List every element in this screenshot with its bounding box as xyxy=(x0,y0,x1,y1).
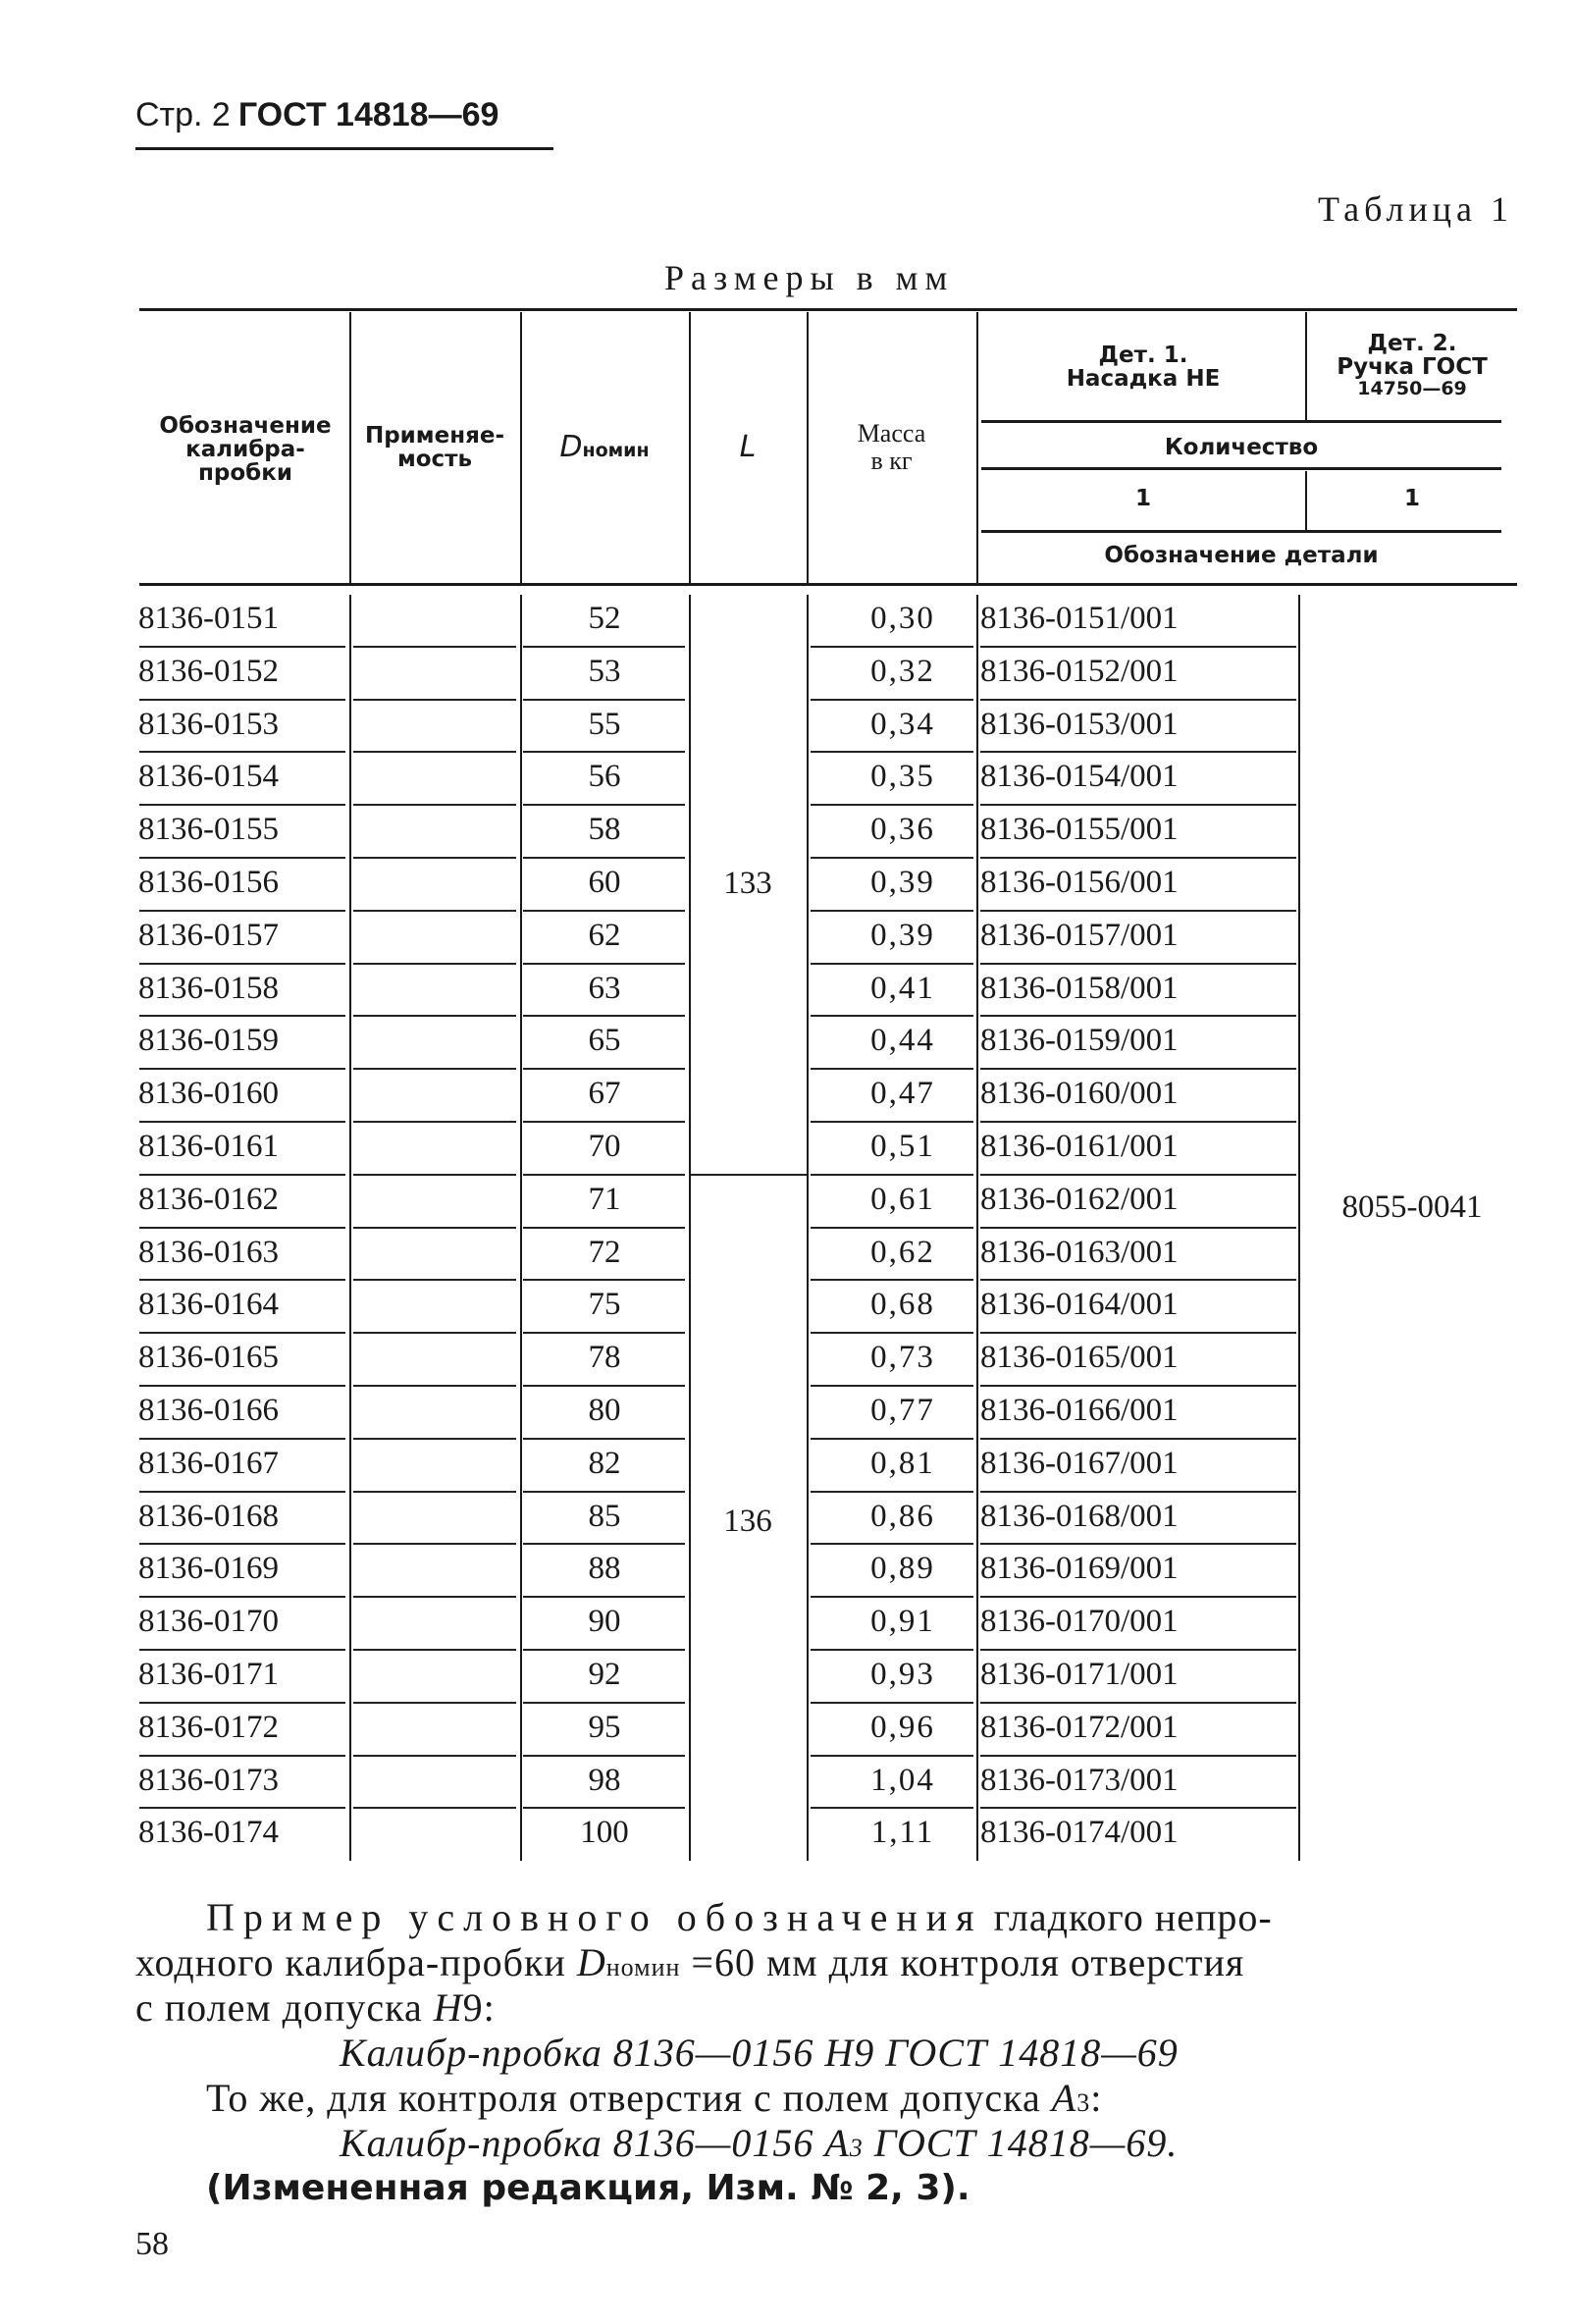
row-divider xyxy=(811,1649,973,1651)
row-divider xyxy=(811,1491,973,1493)
row-divider xyxy=(523,1649,685,1651)
row-divider xyxy=(811,1174,973,1176)
row-part-number: 8136-0151/001 xyxy=(980,601,1179,636)
row-d-nominal: 72 xyxy=(588,1235,621,1270)
col-d-nominal-header xyxy=(520,432,689,466)
example-line-1 xyxy=(206,1894,1273,1941)
row-divider xyxy=(139,1491,345,1493)
row-divider xyxy=(523,804,685,806)
tolerance-symbol: А xyxy=(1051,2076,1077,2120)
row-divider xyxy=(811,1385,973,1387)
row-divider xyxy=(980,910,1296,912)
header-line: в кг xyxy=(870,447,913,475)
col-length-header: L xyxy=(739,430,757,464)
row-d-nominal: 98 xyxy=(588,1763,621,1798)
header-line: 14750—69 xyxy=(1357,378,1467,399)
row-d-nominal: 63 xyxy=(588,971,621,1006)
row-code: 8136-0171 xyxy=(138,1657,279,1692)
row-divider xyxy=(523,1385,685,1387)
row-mass: 0,36 xyxy=(870,812,935,847)
row-d-nominal: 75 xyxy=(588,1287,621,1322)
row-d-nominal: 88 xyxy=(588,1551,621,1586)
row-divider xyxy=(353,1015,516,1017)
row-divider xyxy=(811,1121,973,1123)
row-mass: 0,89 xyxy=(870,1551,935,1586)
row-d-nominal: 58 xyxy=(588,812,621,847)
row-mass: 0,44 xyxy=(870,1023,935,1058)
page-number: 58 xyxy=(135,2226,169,2262)
row-divider xyxy=(811,804,973,806)
text-fragment: с полем допуска xyxy=(135,1985,434,2030)
row-divider xyxy=(139,1649,345,1651)
row-divider xyxy=(353,1438,516,1440)
row-divider xyxy=(353,1385,516,1387)
row-divider xyxy=(353,1543,516,1545)
row-divider xyxy=(353,1807,516,1809)
row-divider xyxy=(811,1279,973,1281)
row-divider xyxy=(980,1755,1296,1757)
row-divider xyxy=(811,1015,973,1017)
row-divider xyxy=(139,1121,345,1123)
row-d-nominal: 52 xyxy=(588,601,621,636)
row-divider xyxy=(353,646,516,648)
row-divider xyxy=(139,1015,345,1017)
row-code: 8136-0161 xyxy=(138,1129,279,1164)
quantity-header: Количество xyxy=(1164,435,1319,460)
row-mass: 0,96 xyxy=(870,1710,935,1745)
row-divider xyxy=(353,963,516,965)
row-code: 8136-0164 xyxy=(138,1287,279,1322)
text-fragment: : xyxy=(1090,2076,1103,2120)
row-divider xyxy=(980,1332,1296,1334)
l-value-136: 136 xyxy=(723,1504,772,1539)
tolerance-symbol: H xyxy=(433,1985,463,2030)
row-divider xyxy=(980,1227,1296,1229)
row-divider xyxy=(980,1068,1296,1070)
row-divider xyxy=(139,1068,345,1070)
row-divider xyxy=(811,1227,973,1229)
header-line: Насадка НЕ xyxy=(1066,366,1221,392)
col-designation-header xyxy=(147,414,343,485)
row-divider xyxy=(811,1596,973,1598)
row-part-number: 8136-0154/001 xyxy=(980,759,1179,794)
row-d-nominal: 67 xyxy=(588,1076,621,1111)
qty-det1: 1 xyxy=(1134,486,1151,511)
header-line: Применяе- xyxy=(364,423,505,449)
header-divider xyxy=(976,312,978,583)
row-divider xyxy=(980,1121,1296,1123)
header-line: Дет. 1. xyxy=(1098,343,1188,368)
l-value-133: 133 xyxy=(723,866,772,901)
row-mass: 0,91 xyxy=(870,1604,935,1639)
row-mass: 0,77 xyxy=(870,1393,935,1428)
row-divider xyxy=(980,751,1296,753)
row-divider xyxy=(139,857,345,859)
row-part-number: 8136-0173/001 xyxy=(980,1763,1179,1798)
row-divider xyxy=(139,1702,345,1704)
row-divider xyxy=(139,751,345,753)
row-code: 8136-0168 xyxy=(138,1499,279,1534)
row-part-number: 8136-0161/001 xyxy=(980,1129,1179,1164)
header-line: Дет. 2. xyxy=(1367,331,1457,356)
row-divider xyxy=(980,1385,1296,1387)
row-divider xyxy=(523,1596,685,1598)
row-code: 8136-0167 xyxy=(138,1446,279,1481)
row-code: 8136-0169 xyxy=(138,1551,279,1586)
row-divider xyxy=(139,1174,345,1176)
row-divider xyxy=(523,1807,685,1809)
page-header xyxy=(135,96,498,134)
row-divider xyxy=(353,1755,516,1757)
row-divider xyxy=(353,1596,516,1598)
row-part-number: 8136-0152/001 xyxy=(980,654,1179,689)
row-mass: 0,30 xyxy=(870,601,935,636)
row-code: 8136-0165 xyxy=(138,1340,279,1375)
header-bottom-rule xyxy=(139,583,1517,586)
row-part-number: 8136-0167/001 xyxy=(980,1446,1179,1481)
row-divider xyxy=(811,963,973,965)
row-divider xyxy=(139,963,345,965)
d-symbol: D xyxy=(576,1940,606,1984)
body-divider xyxy=(349,595,351,1861)
row-mass: 0,41 xyxy=(870,971,935,1006)
row-mass: 0,61 xyxy=(870,1182,935,1217)
row-divider xyxy=(139,1755,345,1757)
row-part-number: 8136-0156/001 xyxy=(980,865,1179,900)
row-mass: 0,32 xyxy=(870,654,935,689)
row-code: 8136-0172 xyxy=(138,1710,279,1745)
row-divider xyxy=(139,1332,345,1334)
row-divider xyxy=(139,1438,345,1440)
row-divider xyxy=(353,1649,516,1651)
row-part-number: 8136-0157/001 xyxy=(980,918,1179,953)
row-divider xyxy=(523,910,685,912)
row-divider xyxy=(139,1596,345,1598)
example-heading: Пример условного обозначения xyxy=(206,1895,983,1939)
row-divider xyxy=(811,751,973,753)
row-divider xyxy=(139,1279,345,1281)
row-divider xyxy=(980,1174,1296,1176)
row-divider xyxy=(811,1755,973,1757)
row-divider xyxy=(811,857,973,859)
body-divider xyxy=(976,595,978,1861)
amendment-note: (Измененная редакция, Изм. № 2, 3). xyxy=(206,2168,971,2208)
row-d-nominal: 56 xyxy=(588,759,621,794)
row-divider xyxy=(980,1807,1296,1809)
table-top-rule xyxy=(139,308,1517,311)
row-code: 8136-0160 xyxy=(138,1076,279,1111)
row-divider xyxy=(811,1332,973,1334)
l-group-separator xyxy=(691,1174,807,1176)
row-part-number: 8136-0165/001 xyxy=(980,1340,1179,1375)
row-code: 8136-0163 xyxy=(138,1235,279,1270)
row-d-nominal: 78 xyxy=(588,1340,621,1375)
row-divider xyxy=(811,1543,973,1545)
row-divider xyxy=(523,1227,685,1229)
row-d-nominal: 85 xyxy=(588,1499,621,1534)
row-part-number: 8136-0166/001 xyxy=(980,1393,1179,1428)
row-mass: 0,51 xyxy=(870,1129,935,1164)
header-line: калибра- xyxy=(185,437,305,462)
row-divider xyxy=(353,751,516,753)
tolerance-subscript: 3 xyxy=(849,2134,864,2162)
row-divider xyxy=(980,857,1296,859)
row-divider xyxy=(980,1491,1296,1493)
row-divider xyxy=(523,1068,685,1070)
row-d-nominal: 80 xyxy=(588,1393,621,1428)
page-indicator: Стр. 2 xyxy=(135,96,231,133)
row-part-number: 8136-0159/001 xyxy=(980,1023,1179,1058)
row-code: 8136-0158 xyxy=(138,971,279,1006)
table-label: Таблица 1 xyxy=(1318,189,1513,229)
row-d-nominal: 90 xyxy=(588,1604,621,1639)
text-fragment: То же, для контроля отверстия с полем допуска xyxy=(206,2076,1052,2120)
row-code: 8136-0154 xyxy=(138,759,279,794)
row-part-number: 8136-0168/001 xyxy=(980,1499,1179,1534)
row-divider xyxy=(523,646,685,648)
text-fragment: Калибр-пробка 8136—0156 xyxy=(340,2121,825,2165)
row-divider xyxy=(353,1121,516,1123)
row-mass: 0,93 xyxy=(870,1657,935,1692)
row-divider xyxy=(353,1491,516,1493)
row-divider xyxy=(139,1227,345,1229)
row-mass: 1,11 xyxy=(870,1815,935,1850)
row-code: 8136-0157 xyxy=(138,918,279,953)
row-divider xyxy=(353,1227,516,1229)
row-part-number: 8136-0170/001 xyxy=(980,1604,1179,1639)
row-divider xyxy=(353,1068,516,1070)
row-d-nominal: 82 xyxy=(588,1446,621,1481)
row-divider xyxy=(980,1702,1296,1704)
example-line-3 xyxy=(135,1984,496,2032)
row-code: 8136-0152 xyxy=(138,654,279,689)
tolerance-symbol: А xyxy=(824,2121,850,2165)
row-divider xyxy=(353,1332,516,1334)
row-divider xyxy=(139,1807,345,1809)
body-divider xyxy=(689,595,691,1861)
row-divider xyxy=(811,699,973,701)
col-det1-header xyxy=(981,343,1305,391)
col-det2-header xyxy=(1307,332,1517,398)
row-d-nominal: 95 xyxy=(588,1710,621,1745)
text-fragment: ГОСТ 14818—69. xyxy=(863,2121,1179,2165)
row-divider xyxy=(980,1279,1296,1281)
row-divider xyxy=(811,646,973,648)
row-code: 8136-0159 xyxy=(138,1023,279,1058)
row-divider xyxy=(980,1015,1296,1017)
row-mass: 0,47 xyxy=(870,1076,935,1111)
row-code: 8136-0153 xyxy=(138,707,279,742)
row-divider xyxy=(980,699,1296,701)
row-divider xyxy=(980,1649,1296,1651)
text-fragment: =60 мм для контроля отверстия xyxy=(680,1940,1245,1984)
body-divider xyxy=(1298,595,1300,1861)
row-divider xyxy=(811,910,973,912)
row-part-number: 8136-0172/001 xyxy=(980,1710,1179,1745)
header-line: Обозначение xyxy=(159,413,332,439)
row-divider xyxy=(811,1438,973,1440)
row-part-number: 8136-0171/001 xyxy=(980,1657,1179,1692)
row-part-number: 8136-0169/001 xyxy=(980,1551,1179,1586)
row-mass: 0,73 xyxy=(870,1340,935,1375)
row-divider xyxy=(523,751,685,753)
row-mass: 1,04 xyxy=(870,1763,935,1798)
row-d-nominal: 71 xyxy=(588,1182,621,1217)
part-designation-header: Обозначение детали xyxy=(1104,543,1379,568)
row-divider xyxy=(523,1015,685,1017)
row-divider xyxy=(980,646,1296,648)
row-divider xyxy=(353,1702,516,1704)
row-mass: 0,68 xyxy=(870,1287,935,1322)
row-divider xyxy=(523,1755,685,1757)
row-mass: 0,86 xyxy=(870,1499,935,1534)
row-divider xyxy=(523,1543,685,1545)
row-divider xyxy=(811,1807,973,1809)
row-part-number: 8136-0163/001 xyxy=(980,1235,1179,1270)
col-applicability-header xyxy=(349,424,520,471)
row-divider xyxy=(523,857,685,859)
tolerance-subscript: 3 xyxy=(1076,2088,1091,2117)
row-divider xyxy=(811,1068,973,1070)
det-top-rule xyxy=(981,420,1501,423)
row-mass: 0,81 xyxy=(870,1446,935,1481)
d-subscript: номин xyxy=(605,1953,681,1981)
row-part-number: 8136-0153/001 xyxy=(980,707,1179,742)
row-divider xyxy=(980,1596,1296,1598)
row-divider xyxy=(139,1543,345,1545)
row-mass: 0,62 xyxy=(870,1235,935,1270)
row-divider xyxy=(980,1438,1296,1440)
row-d-nominal: 62 xyxy=(588,918,621,953)
row-d-nominal: 60 xyxy=(588,865,621,900)
d-symbol: D xyxy=(559,430,583,464)
row-part-number: 8136-0174/001 xyxy=(980,1815,1179,1850)
row-d-nominal: 100 xyxy=(580,1815,629,1850)
row-d-nominal: 55 xyxy=(588,707,621,742)
qty-numbers-bottom-rule xyxy=(981,530,1501,533)
row-divider xyxy=(523,1491,685,1493)
row-part-number: 8136-0160/001 xyxy=(980,1076,1179,1111)
header-rule xyxy=(135,147,553,150)
d-subscript: номин xyxy=(582,440,650,461)
col-mass-header xyxy=(807,420,976,475)
row-divider xyxy=(139,910,345,912)
body-divider xyxy=(807,595,809,1861)
units-label: Размеры в мм xyxy=(664,258,955,297)
text-fragment: 9: xyxy=(462,1985,496,2030)
row-divider xyxy=(139,699,345,701)
row-divider xyxy=(139,1385,345,1387)
row-divider xyxy=(980,1543,1296,1545)
header-line: Масса xyxy=(857,419,926,448)
row-divider xyxy=(523,1438,685,1440)
header-line: мость xyxy=(396,447,473,472)
row-divider xyxy=(353,1174,516,1176)
row-divider xyxy=(523,1121,685,1123)
row-divider xyxy=(811,1702,973,1704)
row-divider xyxy=(523,1279,685,1281)
row-divider xyxy=(523,1702,685,1704)
row-mass: 0,34 xyxy=(870,707,935,742)
row-part-number: 8136-0162/001 xyxy=(980,1182,1179,1217)
text-fragment: ходного калибра-пробки xyxy=(135,1940,577,1984)
row-part-number: 8136-0155/001 xyxy=(980,812,1179,847)
standard-number: ГОСТ 14818—69 xyxy=(237,96,499,133)
row-code: 8136-0156 xyxy=(138,865,279,900)
qty-det2: 1 xyxy=(1403,486,1420,511)
row-divider xyxy=(353,1279,516,1281)
row-divider xyxy=(523,1174,685,1176)
example-line-1-rest: гладкого непро- xyxy=(982,1895,1273,1939)
row-code: 8136-0155 xyxy=(138,812,279,847)
quantity-bottom-rule xyxy=(981,467,1501,470)
row-mass: 0,39 xyxy=(870,865,935,900)
row-divider xyxy=(139,804,345,806)
row-d-nominal: 65 xyxy=(588,1023,621,1058)
row-code: 8136-0170 xyxy=(138,1604,279,1639)
row-divider xyxy=(353,804,516,806)
row-part-number: 8136-0158/001 xyxy=(980,971,1179,1006)
row-divider xyxy=(523,1332,685,1334)
designation-example-1: Калибр-пробка 8136—0156 Н9 ГОСТ 14818—69 xyxy=(340,2031,1179,2075)
row-code: 8136-0162 xyxy=(138,1182,279,1217)
row-code: 8136-0174 xyxy=(138,1815,279,1850)
row-d-nominal: 53 xyxy=(588,654,621,689)
row-code: 8136-0151 xyxy=(138,601,279,636)
row-code: 8136-0166 xyxy=(138,1393,279,1428)
row-divider xyxy=(980,963,1296,965)
header-line: Ручка ГОСТ xyxy=(1337,354,1488,380)
row-part-number: 8136-0164/001 xyxy=(980,1287,1179,1322)
row-divider xyxy=(523,963,685,965)
row-mass: 0,39 xyxy=(870,918,935,953)
row-d-nominal: 70 xyxy=(588,1129,621,1164)
row-divider xyxy=(353,699,516,701)
row-divider xyxy=(139,646,345,648)
row-code: 8136-0173 xyxy=(138,1763,279,1798)
row-mass: 0,35 xyxy=(870,759,935,794)
row-divider xyxy=(353,910,516,912)
handle-part-number: 8055-0041 xyxy=(1341,1189,1483,1225)
row-divider xyxy=(523,699,685,701)
row-divider xyxy=(353,857,516,859)
header-line: пробки xyxy=(198,460,292,486)
row-divider xyxy=(980,804,1296,806)
row-d-nominal: 92 xyxy=(588,1657,621,1692)
